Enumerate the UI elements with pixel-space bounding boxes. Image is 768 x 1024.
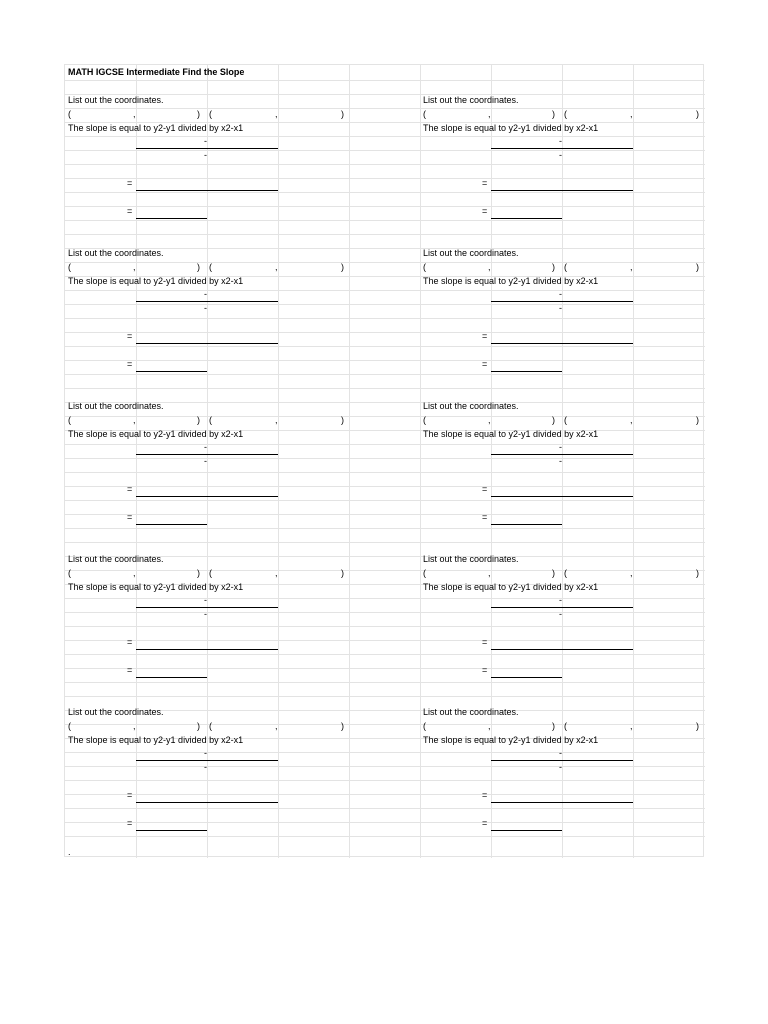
slope-rule-text: The slope is equal to y2-y1 divided by x2-x1 <box>423 276 599 286</box>
answer-line[interactable] <box>136 802 278 803</box>
equals-sign: = <box>482 206 488 216</box>
grid-row-line <box>65 724 705 725</box>
denominator-minus: - <box>559 456 562 466</box>
coord-open-paren: ( <box>564 262 567 272</box>
grid-row-line <box>65 164 705 165</box>
coord-comma: , <box>133 415 136 425</box>
fraction-bar[interactable] <box>491 301 633 302</box>
coord-open-paren: ( <box>68 568 71 578</box>
grid-row-line <box>65 780 705 781</box>
grid-row-line <box>65 262 705 263</box>
grid-row-line <box>65 542 705 543</box>
coord-close-paren: ) <box>552 721 555 731</box>
coord-close-paren: ) <box>552 415 555 425</box>
grid-row-line <box>65 206 705 207</box>
coord-close-paren: ) <box>197 262 200 272</box>
equals-sign: = <box>127 512 133 522</box>
coord-open-paren: ( <box>564 415 567 425</box>
slope-rule-text: The slope is equal to y2-y1 divided by x2-x1 <box>68 582 244 592</box>
coord-open-paren: ( <box>423 415 426 425</box>
coord-open-paren: ( <box>564 109 567 119</box>
denominator-minus: - <box>559 150 562 160</box>
grid-col-line <box>633 65 634 858</box>
final-answer-line[interactable] <box>491 371 562 372</box>
final-answer-line[interactable] <box>136 830 207 831</box>
equals-sign: = <box>482 512 488 522</box>
grid-col-line <box>420 65 421 858</box>
coord-close-paren: ) <box>341 109 344 119</box>
numerator-minus: - <box>559 595 562 605</box>
coord-close-paren: ) <box>696 568 699 578</box>
list-coordinates-prompt: List out the coordinates. <box>68 401 164 411</box>
grid-row-line <box>65 444 705 445</box>
equals-sign: = <box>127 818 133 828</box>
list-coordinates-prompt: List out the coordinates. <box>423 248 519 258</box>
coord-close-paren: ) <box>341 568 344 578</box>
denominator-minus: - <box>559 762 562 772</box>
list-coordinates-prompt: List out the coordinates. <box>423 95 519 105</box>
grid-row-line <box>65 416 705 417</box>
coord-comma: , <box>133 262 136 272</box>
grid-row-line <box>65 108 705 109</box>
grid-row-line <box>65 486 705 487</box>
numerator-minus: - <box>204 442 207 452</box>
grid-row-line <box>65 220 705 221</box>
coord-open-paren: ( <box>209 415 212 425</box>
coord-close-paren: ) <box>696 415 699 425</box>
coord-comma: , <box>488 262 491 272</box>
grid-row-line <box>65 192 705 193</box>
fraction-bar[interactable] <box>491 760 633 761</box>
coord-comma: , <box>488 721 491 731</box>
answer-line[interactable] <box>491 190 633 191</box>
answer-line[interactable] <box>491 343 633 344</box>
slope-rule-text: The slope is equal to y2-y1 divided by x2-x1 <box>68 123 244 133</box>
coord-comma: , <box>133 568 136 578</box>
grid-row-line <box>65 612 705 613</box>
coord-comma: , <box>275 109 278 119</box>
numerator-minus: - <box>559 748 562 758</box>
coord-comma: , <box>488 109 491 119</box>
coord-comma: , <box>488 568 491 578</box>
grid-row-line <box>65 682 705 683</box>
coord-close-paren: ) <box>197 109 200 119</box>
grid-row-line <box>65 374 705 375</box>
slope-rule-text: The slope is equal to y2-y1 divided by x2-x1 <box>423 582 599 592</box>
list-coordinates-prompt: List out the coordinates. <box>68 554 164 564</box>
grid-row-line <box>65 598 705 599</box>
coord-close-paren: ) <box>341 415 344 425</box>
list-coordinates-prompt: List out the coordinates. <box>423 707 519 717</box>
final-answer-line[interactable] <box>136 371 207 372</box>
equals-sign: = <box>127 178 133 188</box>
grid-row-line <box>65 794 705 795</box>
coord-close-paren: ) <box>552 262 555 272</box>
coord-close-paren: ) <box>197 568 200 578</box>
coord-close-paren: ) <box>197 415 200 425</box>
final-answer-line[interactable] <box>491 218 562 219</box>
grid-row-line <box>65 150 705 151</box>
grid-row-line <box>65 178 705 179</box>
slope-rule-text: The slope is equal to y2-y1 divided by x2-x1 <box>423 735 599 745</box>
answer-line[interactable] <box>136 649 278 650</box>
fraction-bar[interactable] <box>136 760 278 761</box>
coord-open-paren: ( <box>68 415 71 425</box>
grid-row-line <box>65 822 705 823</box>
coord-open-paren: ( <box>209 721 212 731</box>
grid-row-line <box>65 514 705 515</box>
footer-mark: . <box>68 847 71 857</box>
numerator-minus: - <box>204 136 207 146</box>
list-coordinates-prompt: List out the coordinates. <box>68 707 164 717</box>
coord-close-paren: ) <box>696 262 699 272</box>
coord-open-paren: ( <box>564 721 567 731</box>
equals-sign: = <box>482 818 488 828</box>
fraction-bar[interactable] <box>136 454 278 455</box>
grid-row-line <box>65 318 705 319</box>
coord-comma: , <box>275 721 278 731</box>
answer-line[interactable] <box>136 343 278 344</box>
coord-open-paren: ( <box>423 109 426 119</box>
grid-row-line <box>65 640 705 641</box>
coord-open-paren: ( <box>68 109 71 119</box>
coord-open-paren: ( <box>423 568 426 578</box>
list-coordinates-prompt: List out the coordinates. <box>68 95 164 105</box>
final-answer-line[interactable] <box>136 218 207 219</box>
equals-sign: = <box>482 484 488 494</box>
numerator-minus: - <box>559 136 562 146</box>
denominator-minus: - <box>204 762 207 772</box>
denominator-minus: - <box>204 456 207 466</box>
coord-close-paren: ) <box>341 721 344 731</box>
coord-close-paren: ) <box>197 721 200 731</box>
equals-sign: = <box>482 637 488 647</box>
coord-open-paren: ( <box>209 568 212 578</box>
numerator-minus: - <box>204 595 207 605</box>
grid-row-line <box>65 80 705 81</box>
answer-line[interactable] <box>136 190 278 191</box>
coord-comma: , <box>275 415 278 425</box>
coord-comma: , <box>275 262 278 272</box>
final-answer-line[interactable] <box>491 677 562 678</box>
coord-close-paren: ) <box>696 109 699 119</box>
numerator-minus: - <box>204 289 207 299</box>
equals-sign: = <box>127 359 133 369</box>
equals-sign: = <box>482 790 488 800</box>
fraction-bar[interactable] <box>491 454 633 455</box>
fraction-bar[interactable] <box>491 607 633 608</box>
coord-open-paren: ( <box>68 721 71 731</box>
grid-row-line <box>65 234 705 235</box>
numerator-minus: - <box>559 442 562 452</box>
coord-open-paren: ( <box>209 109 212 119</box>
worksheet-grid <box>64 64 704 857</box>
equals-sign: = <box>482 331 488 341</box>
grid-row-line <box>65 570 705 571</box>
grid-row-line <box>65 332 705 333</box>
coord-open-paren: ( <box>209 262 212 272</box>
grid-col-line <box>278 65 279 858</box>
denominator-minus: - <box>204 303 207 313</box>
grid-row-line <box>65 668 705 669</box>
denominator-minus: - <box>204 609 207 619</box>
equals-sign: = <box>127 484 133 494</box>
fraction-bar[interactable] <box>136 301 278 302</box>
coord-open-paren: ( <box>423 721 426 731</box>
equals-sign: = <box>127 665 133 675</box>
grid-row-line <box>65 528 705 529</box>
grid-row-line <box>65 626 705 627</box>
grid-row-line <box>65 752 705 753</box>
equals-sign: = <box>127 637 133 647</box>
slope-rule-text: The slope is equal to y2-y1 divided by x2-x1 <box>68 735 244 745</box>
grid-row-line <box>65 696 705 697</box>
grid-row-line <box>65 500 705 501</box>
coord-close-paren: ) <box>341 262 344 272</box>
denominator-minus: - <box>559 609 562 619</box>
final-answer-line[interactable] <box>491 830 562 831</box>
slope-rule-text: The slope is equal to y2-y1 divided by x2-x1 <box>423 123 599 133</box>
list-coordinates-prompt: List out the coordinates. <box>423 401 519 411</box>
coord-close-paren: ) <box>552 568 555 578</box>
numerator-minus: - <box>204 748 207 758</box>
coord-comma: , <box>630 568 633 578</box>
denominator-minus: - <box>559 303 562 313</box>
coord-close-paren: ) <box>696 721 699 731</box>
coord-comma: , <box>630 415 633 425</box>
answer-line[interactable] <box>136 496 278 497</box>
grid-row-line <box>65 290 705 291</box>
grid-row-line <box>65 472 705 473</box>
slope-rule-text: The slope is equal to y2-y1 divided by x2-x1 <box>68 429 244 439</box>
final-answer-line[interactable] <box>491 524 562 525</box>
fraction-bar[interactable] <box>491 148 633 149</box>
coord-open-paren: ( <box>423 262 426 272</box>
coord-comma: , <box>275 568 278 578</box>
equals-sign: = <box>482 178 488 188</box>
list-coordinates-prompt: List out the coordinates. <box>68 248 164 258</box>
coord-comma: , <box>133 721 136 731</box>
grid-row-line <box>65 346 705 347</box>
equals-sign: = <box>127 790 133 800</box>
denominator-minus: - <box>204 150 207 160</box>
grid-row-line <box>65 458 705 459</box>
coord-comma: , <box>488 415 491 425</box>
coord-comma: , <box>630 109 633 119</box>
answer-line[interactable] <box>491 649 633 650</box>
final-answer-line[interactable] <box>136 677 207 678</box>
grid-row-line <box>65 304 705 305</box>
list-coordinates-prompt: List out the coordinates. <box>423 554 519 564</box>
answer-line[interactable] <box>491 496 633 497</box>
slope-rule-text: The slope is equal to y2-y1 divided by x2-x1 <box>423 429 599 439</box>
grid-col-line <box>349 65 350 858</box>
coord-open-paren: ( <box>564 568 567 578</box>
grid-row-line <box>65 654 705 655</box>
grid-row-line <box>65 136 705 137</box>
worksheet-title: MATH IGCSE Intermediate Find the Slope <box>68 67 245 77</box>
final-answer-line[interactable] <box>136 524 207 525</box>
coord-comma: , <box>630 262 633 272</box>
answer-line[interactable] <box>491 802 633 803</box>
coord-comma: , <box>630 721 633 731</box>
equals-sign: = <box>127 206 133 216</box>
coord-comma: , <box>133 109 136 119</box>
fraction-bar[interactable] <box>136 148 278 149</box>
numerator-minus: - <box>559 289 562 299</box>
grid-row-line <box>65 388 705 389</box>
equals-sign: = <box>482 359 488 369</box>
grid-row-line <box>65 808 705 809</box>
coord-close-paren: ) <box>552 109 555 119</box>
coord-open-paren: ( <box>68 262 71 272</box>
slope-rule-text: The slope is equal to y2-y1 divided by x2-x1 <box>68 276 244 286</box>
fraction-bar[interactable] <box>136 607 278 608</box>
equals-sign: = <box>482 665 488 675</box>
grid-row-line <box>65 836 705 837</box>
equals-sign: = <box>127 331 133 341</box>
grid-row-line <box>65 766 705 767</box>
grid-row-line <box>65 360 705 361</box>
